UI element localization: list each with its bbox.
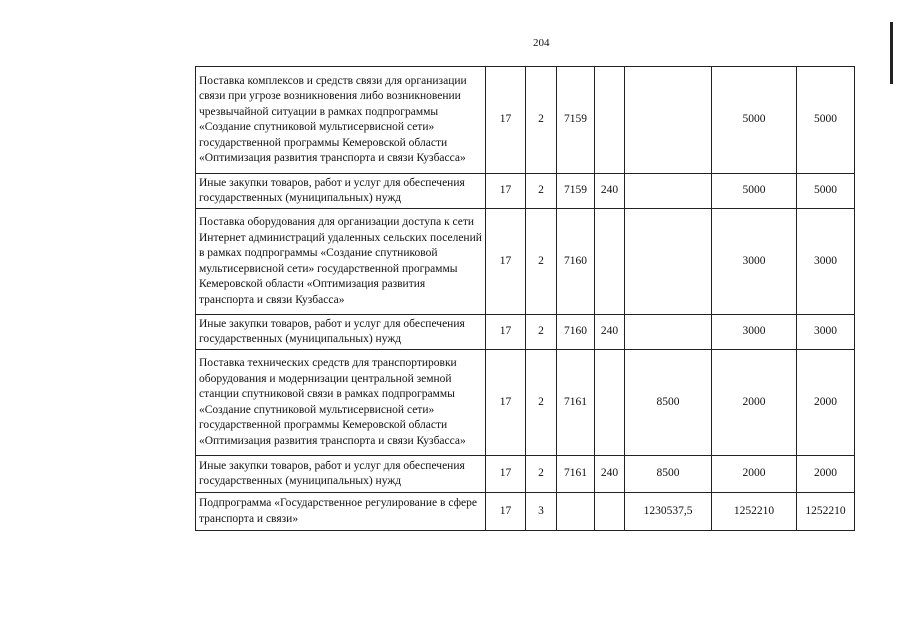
cell-amount-1 — [625, 67, 712, 174]
row-name: Иные закупки товаров, работ и услуг для обеспечения государственных (муниципальных) нужд — [196, 174, 486, 209]
cell-target-code: 7161 — [557, 350, 595, 456]
cell-amount-3: 3000 — [797, 315, 855, 350]
cell-section: 17 — [486, 493, 526, 531]
cell-amount-2: 3000 — [712, 315, 797, 350]
table-row — [196, 315, 855, 350]
cell-subsection: 2 — [526, 67, 557, 174]
cell-amount-1 — [625, 209, 712, 315]
cell-amount-2: 5000 — [712, 67, 797, 174]
table-row — [196, 67, 855, 174]
row-name: Поставка технических средств для транспортировки оборудования и модернизации центральной земной станции спутниковой связи в рамках подпрограммы «Создание спутниковой мультисервисной сети» государственной программы Кемеровской области «Оптимизация развития транспорта и связи Кузбасса» — [196, 350, 486, 456]
row-name: Подпрограмма «Государственное регулирование в сфере транспорта и связи» — [196, 493, 486, 531]
table-row — [196, 174, 855, 209]
row-name: Иные закупки товаров, работ и услуг для обеспечения государственных (муниципальных) нужд — [196, 456, 486, 493]
cell-section: 17 — [486, 67, 526, 174]
cell-expense-type — [595, 350, 625, 456]
budget-table — [195, 66, 855, 531]
cell-amount-3: 5000 — [797, 67, 855, 174]
cell-target-code: 7161 — [557, 456, 595, 493]
table-row — [196, 350, 855, 456]
cell-amount-1 — [625, 315, 712, 350]
cell-target-code: 7160 — [557, 315, 595, 350]
row-name: Поставка оборудования для организации доступа к сети Интернет администраций удаленных сельских поселений в рамках подпрограммы «Создание спутниковой мультисервисной сети» государственной программы Кемеровской области «Оптимизация развития транспорта и связи Кузбасса» — [196, 209, 486, 315]
scan-edge-mark — [890, 22, 893, 84]
cell-subsection: 2 — [526, 456, 557, 493]
cell-target-code: 7159 — [557, 174, 595, 209]
cell-amount-1: 8500 — [625, 456, 712, 493]
cell-target-code — [557, 493, 595, 531]
cell-section: 17 — [486, 350, 526, 456]
cell-expense-type: 240 — [595, 315, 625, 350]
cell-amount-2: 2000 — [712, 350, 797, 456]
cell-subsection: 2 — [526, 174, 557, 209]
cell-expense-type: 240 — [595, 174, 625, 209]
cell-target-code: 7160 — [557, 209, 595, 315]
cell-section: 17 — [486, 209, 526, 315]
cell-amount-1 — [625, 174, 712, 209]
cell-amount-3: 1252210 — [797, 493, 855, 531]
cell-amount-2: 1252210 — [712, 493, 797, 531]
cell-section: 17 — [486, 456, 526, 493]
cell-amount-3: 2000 — [797, 350, 855, 456]
cell-subsection: 2 — [526, 350, 557, 456]
table-row — [196, 493, 855, 531]
cell-amount-3: 2000 — [797, 456, 855, 493]
cell-amount-3: 3000 — [797, 209, 855, 315]
cell-amount-1: 1230537,5 — [625, 493, 712, 531]
cell-amount-2: 3000 — [712, 209, 797, 315]
cell-expense-type — [595, 493, 625, 531]
row-name: Поставка комплексов и средств связи для организации связи при угрозе возникновения либо возникновении чрезвычайной ситуации в рамках подпрограммы «Создание спутниковой мультисервисной сети» государственной программы Кемеровской области «Оптимизация развития транспорта и связи Кузбасса» — [196, 67, 486, 174]
row-name: Иные закупки товаров, работ и услуг для обеспечения государственных (муниципальных) нужд — [196, 315, 486, 350]
cell-amount-2: 5000 — [712, 174, 797, 209]
table-row — [196, 456, 855, 493]
page-number: 204 — [533, 37, 550, 49]
cell-section: 17 — [486, 315, 526, 350]
table-row — [196, 209, 855, 315]
cell-target-code: 7159 — [557, 67, 595, 174]
cell-section: 17 — [486, 174, 526, 209]
cell-expense-type: 240 — [595, 456, 625, 493]
cell-amount-2: 2000 — [712, 456, 797, 493]
cell-expense-type — [595, 209, 625, 315]
cell-amount-3: 5000 — [797, 174, 855, 209]
cell-subsection: 2 — [526, 209, 557, 315]
cell-subsection: 3 — [526, 493, 557, 531]
cell-amount-1: 8500 — [625, 350, 712, 456]
cell-expense-type — [595, 67, 625, 174]
cell-subsection: 2 — [526, 315, 557, 350]
